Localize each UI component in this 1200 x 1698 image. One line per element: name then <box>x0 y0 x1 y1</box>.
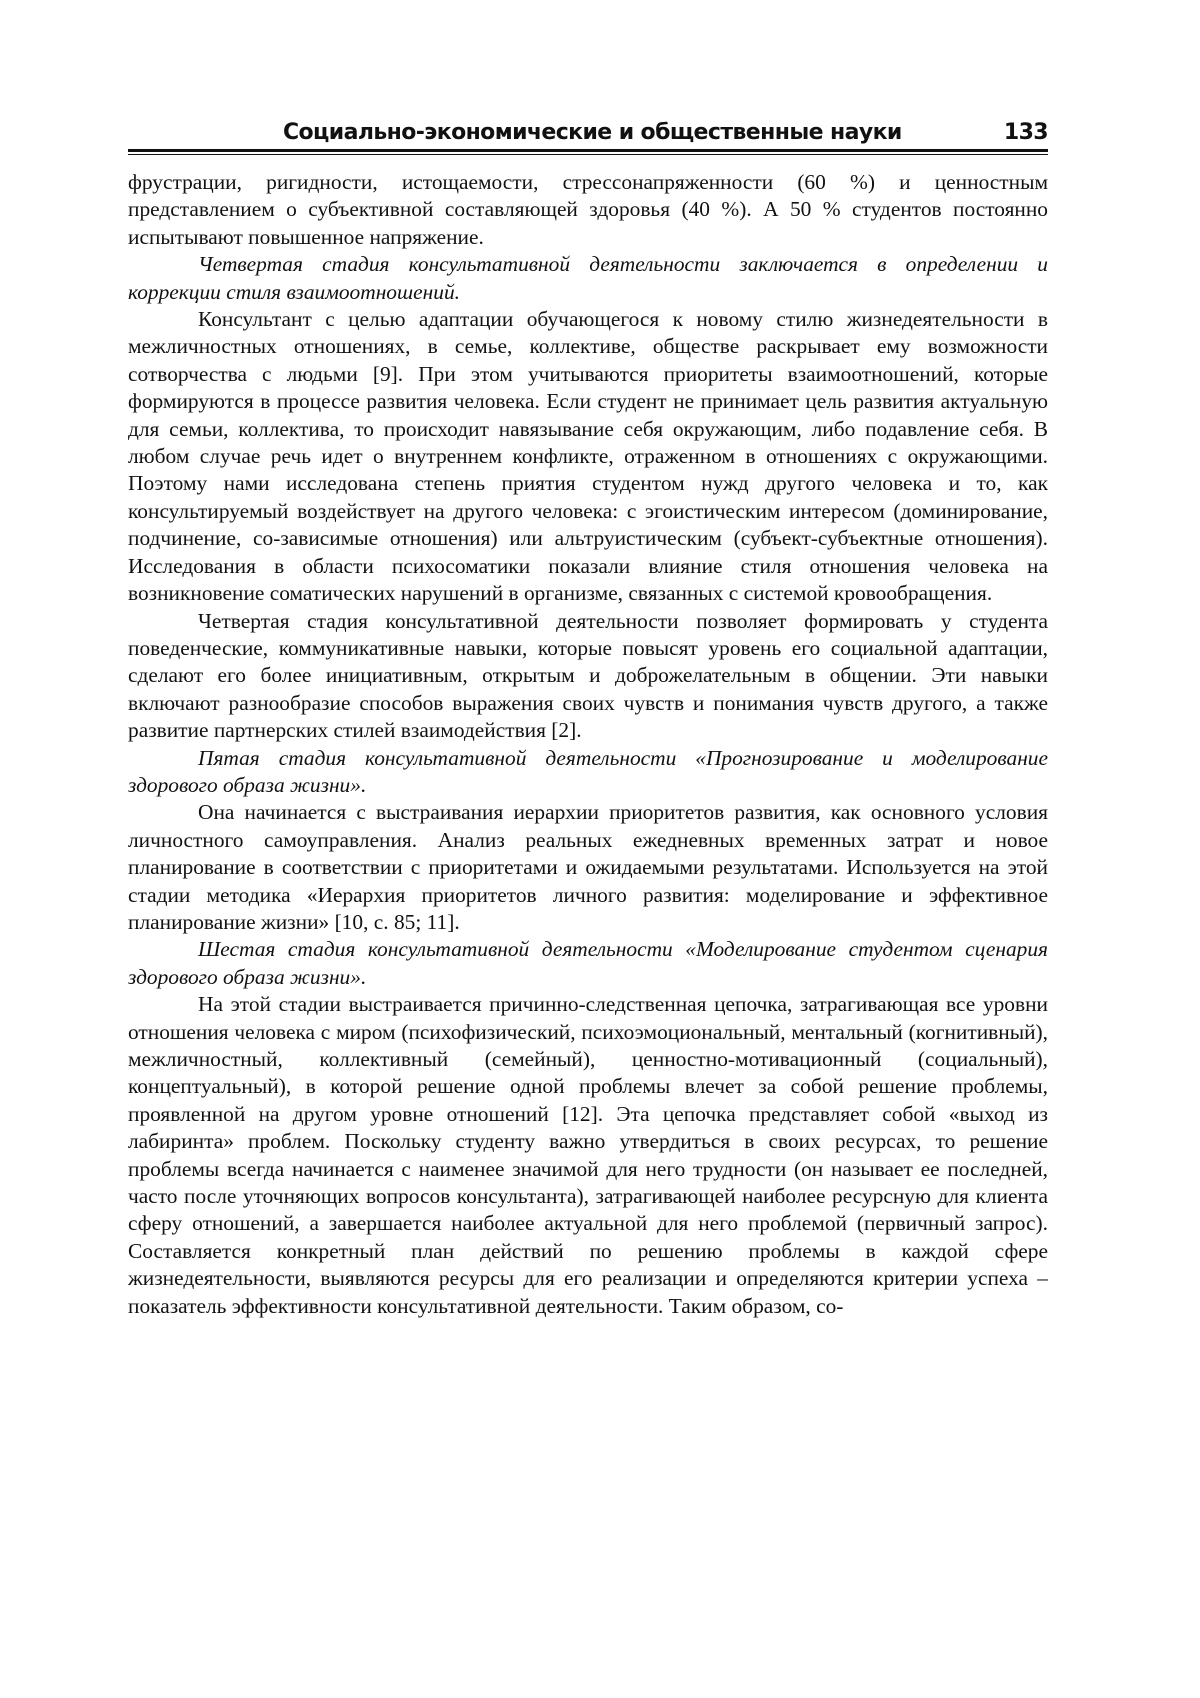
stage-five-heading: Пятая стадия консультативной деятельности «Прогнозирование и моделирование здорового образа жизни». <box>128 745 1048 797</box>
page-number: 133 <box>1003 120 1048 145</box>
paragraph-stage-six: На этой стадии выстраивается причинно-следственная цепочка, затрагивающая все уровни отношения человека с миром (психофизический, психоэмоциональный, ментальный (когнитивный), межличностный, коллективный (семейный), ценностно-мотивационный (социальный), концептуальный), в которой решение одной проблемы влечет за собой решение проблемы, проявленной на другом уровне отношений [12]. Эта цепочка представляет собой «выход из лабиринта» проблем. Поскольку студенту важно утвердиться в своих ресурсах, то решение проблемы всегда начинается с наименее значимой для него трудности (он называет ее последней, часто после уточняющих вопросов консультанта), затрагивающей наиболее ресурсную для клиента сферу отношений, а завершается наиболее актуальной для него проблемой (первичный запрос). Составляется конкретный план действий по решению проблемы в каждой сфере жизнедеятельности, выявляются ресурсы для его реализации и определяются критерии успеха – показатель эффективности консультативной деятельности. Таким образом, со- <box>128 992 1048 1318</box>
running-header <box>128 118 1048 148</box>
body-text <box>128 169 1048 1320</box>
running-header-title: Социально-экономические и общественные науки <box>283 120 902 145</box>
stage-six-heading: Шестая стадия консультативной деятельности «Моделирование студентом сценария здорового образа жизни». <box>128 937 1048 989</box>
book-page <box>128 118 1048 1558</box>
header-rule-thick <box>128 149 1048 152</box>
stage-four-heading: Четвертая стадия консультативной деятельности заключается в определении и коррекции стиля взаимоотношений. <box>128 252 1048 304</box>
paragraph-stage-four: Четвертая стадия консультативной деятельности позволяет формировать у студента поведенческие, коммуникативные навыки, которые повысят уровень его социальной адаптации, сделают его более инициативным, открытым и доброжелательным в общении. Эти навыки включают разнообразие способов выражения своих чувств и понимания чувств другого, а также развитие партнерских стилей взаимодействия [2]. <box>128 608 1048 743</box>
paragraph-consultant: Консультант с целью адаптации обучающегося к новому стилю жизнедеятельности в межличностных отношениях, в семье, коллективе, обществе раскрывает ему возможности сотворчества с людьми [9]. При этом учитываются приоритеты взаимоотношений, которые формируются в процессе развития человека. Если студент не принимает цель развития актуальную для семьи, коллектива, то происходит навязывание себя окружающим, либо подавление себя. В любом случае речь идет о внутреннем конфликте, отраженном в отношениях с окружающими. Поэтому нами исследована степень приятия студентом нужд другого человека и то, как консультируемый воздействует на другого человека: с эгоистическим интересом (доминирование, подчинение, со-зависимые отношения) или альтруистическим (субъект-субъектные отношения). Исследования в области психосоматики показали влияние стиля отношения человека на возникновение соматических нарушений в организме, связанных с системой кровообращения. <box>128 307 1048 606</box>
header-rule-thin <box>128 154 1048 155</box>
paragraph-continuation: фрустрации, ригидности, истощаемости, стрессонапряженности (60 %) и ценностным представлением о субъективной составляющей здоровья (40 %). А 50 % студентов постоянно испытывают повышенное напряжение. <box>128 170 1048 249</box>
paragraph-stage-five: Она начинается с выстраивания иерархии приоритетов развития, как основного условия личностного самоуправления. Анализ реальных ежедневных временных затрат и новое планирование в соответствии с приоритетами и ожидаемыми результатами. Используется на этой стадии методика «Иерархия приоритетов личного развития: моделирование и эффективное планирование жизни» [10, с. 85; 11]. <box>128 800 1048 934</box>
